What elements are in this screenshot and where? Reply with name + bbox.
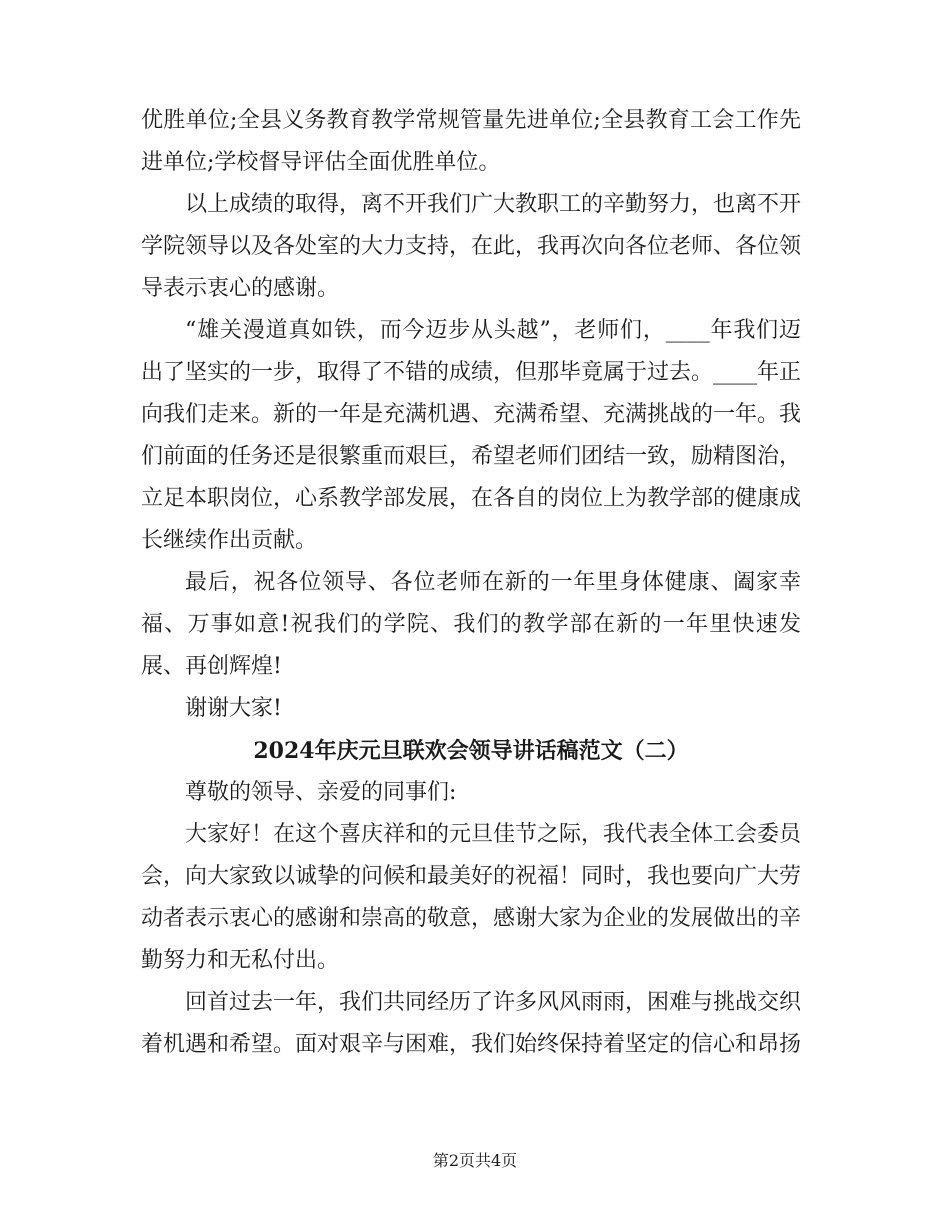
paragraph-wishes: 最后，祝各位领导、各位老师在新的一年里身体健康、阖家幸福、万事如意!祝我们的学院、我们的教学部在新的一年里快速发展、再创辉煌! [141,570,801,679]
paragraph-outlook: “雄关漫道真如铁，而今迈步从头越”，老师们，____年我们迈出了坚实的一步，取得了不错的成绩，但那毕竟属于过去。____年正向我们走来。新的一年是充满机遇、充满希望、充满挑战的一年。我们前面的任务还是很繁重而艰巨，希望老师们团结一致，励精图治，立足本职岗位，心系教学部发展，在各自的岗位上为教学部的健康成长继续作出贡献。 [141,318,802,553]
page-number: 第2页共4页 [432,1151,518,1170]
paragraph-salutation: 尊敬的领导、亲爱的同事们: [185,780,457,805]
document-body [141,100,801,1066]
paragraph-continued: 优胜单位;全县义务教育教学常规管量先进单位;全县教育工会工作先进单位;学校督导评估全面优胜单位。 [141,108,801,175]
paragraph-greeting: 大家好！在这个喜庆祥和的元旦佳节之际，我代表全体工会委员会，向大家致以诚挚的问候和最美好的祝福！同时，我也要向广大劳动者表示衷心的感谢和崇高的敬意，感谢大家为企业的发展做出的辛勤努力和无私付出。 [141,822,802,973]
paragraph-thanks: 以上成绩的取得，离不开我们广大教职工的辛勤努力，也离不开学院领导以及各处室的大力支持，在此，我再次向各位老师、各位领导表示衷心的感谢。 [141,192,802,301]
paragraph-closing: 谢谢大家! [185,696,282,721]
section-heading: 2024年庆元旦联欢会领导讲话稿范文（二） [253,738,689,764]
paragraph-review: 回首过去一年，我们共同经历了许多风风雨雨，困难与挑战交织着机遇和希望。面对艰辛与困难，我们始终保持着坚定的信心和昂扬 [141,990,802,1057]
